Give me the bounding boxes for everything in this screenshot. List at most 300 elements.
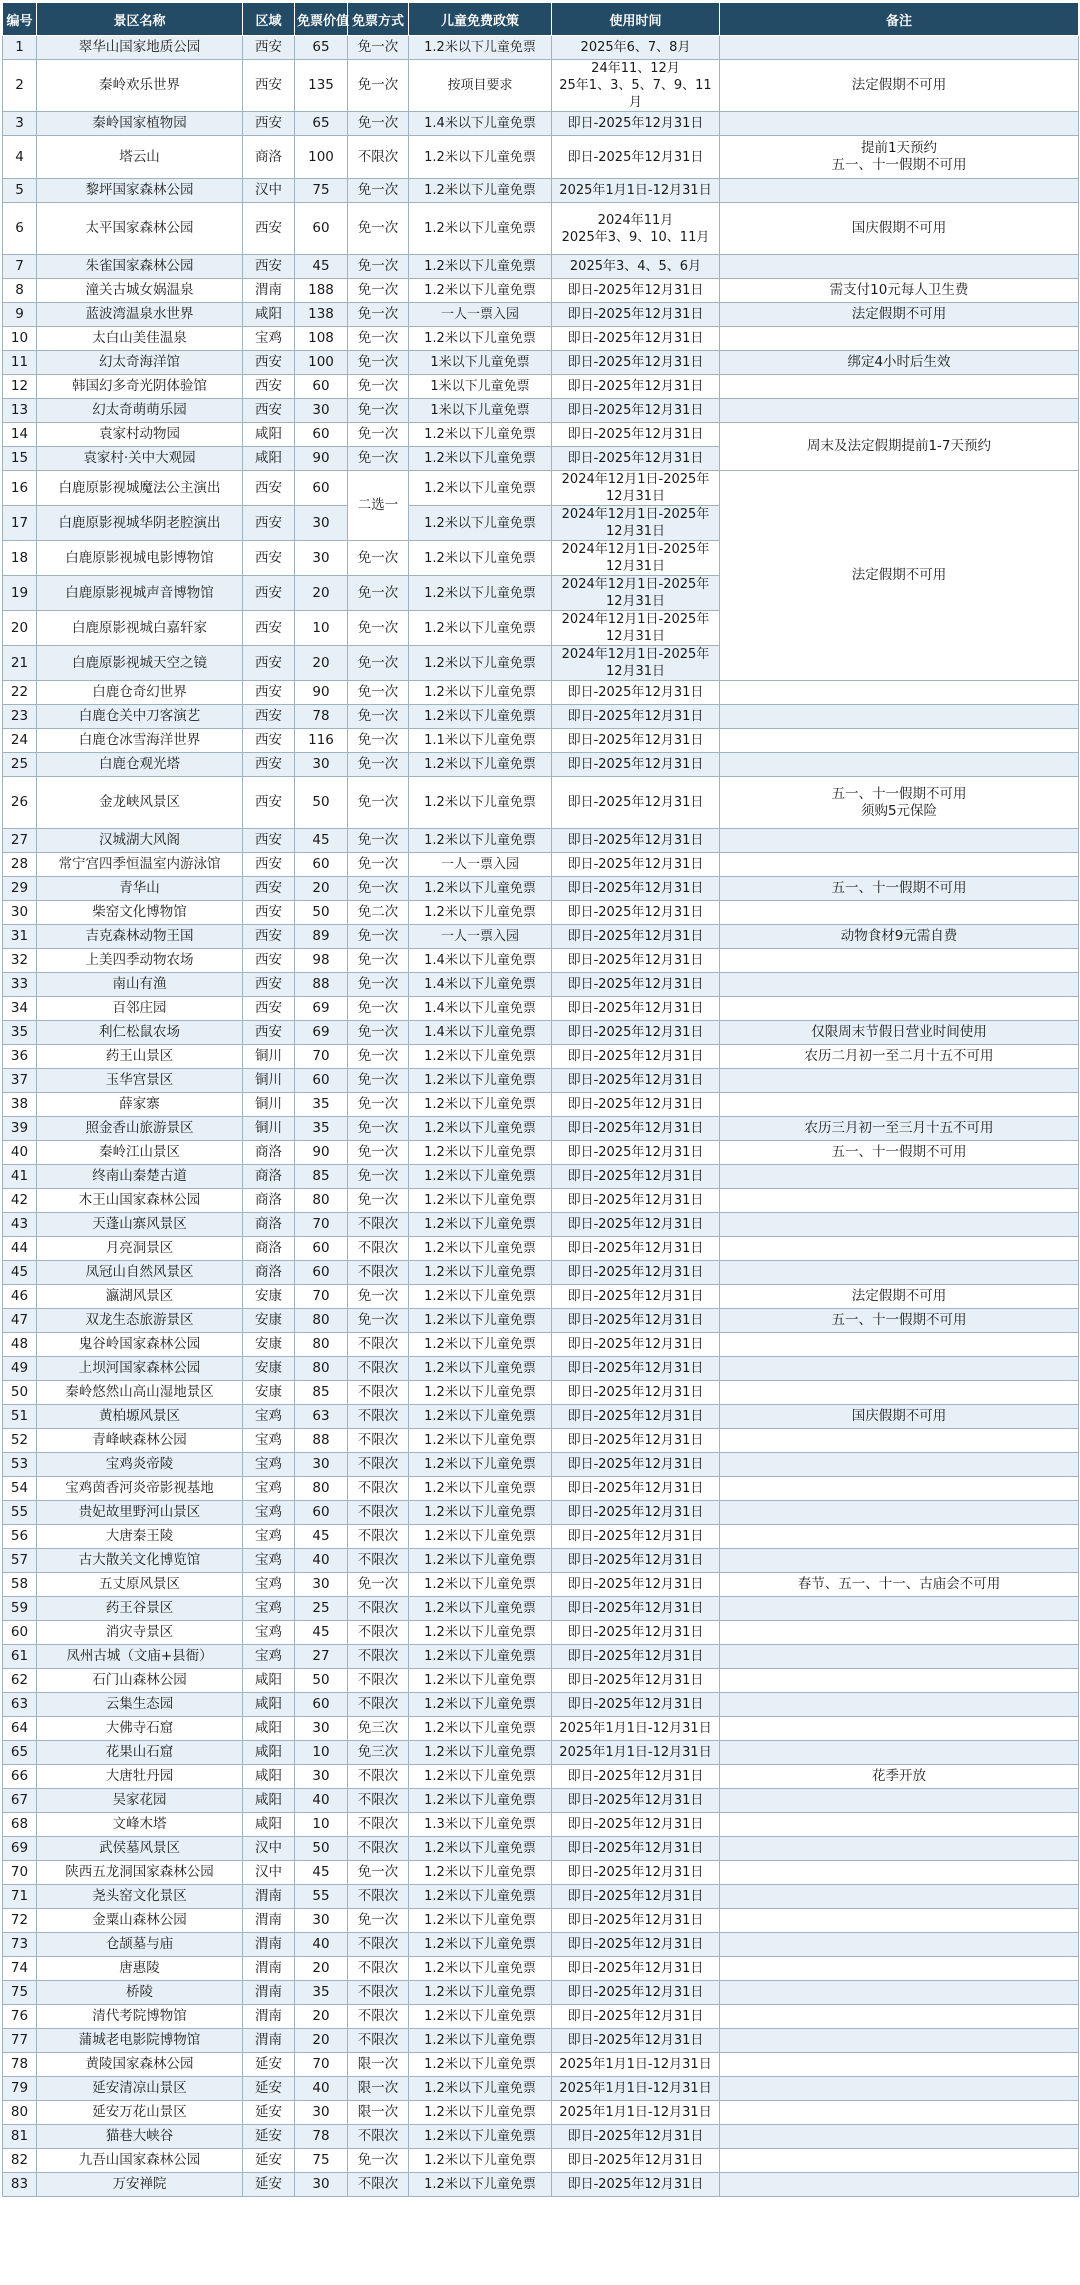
table-cell: 13 [3, 399, 37, 423]
table-cell: 宝鸡 [243, 1597, 295, 1621]
table-cell: 不限次 [348, 1429, 409, 1453]
table-cell: 67 [3, 1789, 37, 1813]
table-cell [720, 1981, 1079, 2005]
table-cell: 45 [295, 1621, 348, 1645]
table-cell: 1.2米以下儿童免票 [409, 1933, 552, 1957]
table-row [3, 1093, 1079, 1117]
table-cell: 78 [295, 2125, 348, 2149]
table-row [3, 949, 1079, 973]
table-cell: 27 [295, 1645, 348, 1669]
table-cell: 免一次 [348, 777, 409, 829]
table-cell: 1.1米以下儿童免票 [409, 729, 552, 753]
table-cell: 1.2米以下儿童免票 [409, 1669, 552, 1693]
table-cell [720, 1693, 1079, 1717]
table-cell: 渭南 [243, 2005, 295, 2029]
table-cell: 1.2米以下儿童免票 [409, 1717, 552, 1741]
table-cell: 82 [3, 2149, 37, 2173]
table-cell: 19 [3, 576, 37, 611]
table-row [3, 136, 1079, 179]
table-cell: 免一次 [348, 1189, 409, 1213]
table-cell: 即日-2025年12月31日 [552, 1045, 720, 1069]
column-header: 景区名称 [37, 3, 243, 36]
table-row [3, 471, 1079, 506]
table-row [3, 1165, 1079, 1189]
table-cell: 免一次 [348, 705, 409, 729]
table-cell [720, 1501, 1079, 1525]
table-cell: 1.2米以下儿童免票 [409, 705, 552, 729]
table-cell: 116 [295, 729, 348, 753]
table-cell: 1 [3, 36, 37, 60]
table-cell: 45 [3, 1261, 37, 1285]
table-cell: 1.2米以下儿童免票 [409, 1885, 552, 1909]
table-cell: 56 [3, 1525, 37, 1549]
table-row [3, 399, 1079, 423]
table-cell: 鬼谷岭国家森林公园 [37, 1333, 243, 1357]
table-row [3, 203, 1079, 255]
column-header: 备注 [720, 3, 1079, 36]
table-cell: 安康 [243, 1309, 295, 1333]
table-cell: 免一次 [348, 646, 409, 681]
table-cell: 不限次 [348, 2173, 409, 2197]
table-cell: 法定假期不可用 [720, 303, 1079, 327]
table-row [3, 829, 1079, 853]
table-cell: 免一次 [348, 303, 409, 327]
table-cell: 55 [295, 1885, 348, 1909]
table-cell: 白鹿仓关中刀客演艺 [37, 705, 243, 729]
table-cell: 吉克森林动物王国 [37, 925, 243, 949]
table-cell: 国庆假期不可用 [720, 203, 1079, 255]
table-cell: 不限次 [348, 1765, 409, 1789]
table-cell: 白鹿原影视城魔法公主演出 [37, 471, 243, 506]
table-cell: 72 [3, 1909, 37, 1933]
table-cell: 1.2米以下儿童免票 [409, 1189, 552, 1213]
table-cell: 即日-2025年12月31日 [552, 1957, 720, 1981]
table-cell: 五一、十一假期不可用 [720, 877, 1079, 901]
table-cell: 63 [3, 1693, 37, 1717]
table-cell [720, 1477, 1079, 1501]
table-cell [720, 829, 1079, 853]
table-cell [720, 1669, 1079, 1693]
table-cell: 即日-2025年12月31日 [552, 112, 720, 136]
table-cell: 免一次 [348, 179, 409, 203]
table-cell: 77 [3, 2029, 37, 2053]
table-row [3, 1381, 1079, 1405]
table-cell: 30 [295, 2173, 348, 2197]
table-row [3, 279, 1079, 303]
table-cell: 宝鸡 [243, 1477, 295, 1501]
table-cell [720, 2149, 1079, 2173]
table-row [3, 681, 1079, 705]
table-cell [720, 901, 1079, 925]
table-cell: 免一次 [348, 1285, 409, 1309]
table-cell: 木王山国家森林公园 [37, 1189, 243, 1213]
table-cell: 即日-2025年12月31日 [552, 1501, 720, 1525]
table-cell: 1.2米以下儿童免票 [409, 1381, 552, 1405]
table-cell: 20 [295, 2029, 348, 2053]
table-cell: 西安 [243, 351, 295, 375]
table-cell: 2024年12月1日-2025年12月31日 [552, 646, 720, 681]
table-cell [720, 997, 1079, 1021]
table-cell: 即日-2025年12月31日 [552, 1093, 720, 1117]
table-cell: 138 [295, 303, 348, 327]
merged-note: 周末及法定假期提前1-7天预约 [806, 438, 992, 454]
table-row [3, 36, 1079, 60]
table-cell: 2024年12月1日-2025年12月31日 [552, 611, 720, 646]
table-row [3, 925, 1079, 949]
table-cell: 韩国幻多奇光阴体验馆 [37, 375, 243, 399]
table-cell: 30 [295, 1453, 348, 1477]
table-cell [720, 1525, 1079, 1549]
table-cell [720, 423, 1079, 471]
table-row [3, 1813, 1079, 1837]
table-row [3, 1693, 1079, 1717]
table-cell: 瀛湖风景区 [37, 1285, 243, 1309]
table-cell: 1.2米以下儿童免票 [409, 1261, 552, 1285]
table-cell: 清代考院博物馆 [37, 2005, 243, 2029]
table-cell: 60 [295, 1261, 348, 1285]
table-row [3, 1573, 1079, 1597]
table-cell: 1.4米以下儿童免票 [409, 997, 552, 1021]
table-cell: 不限次 [348, 1501, 409, 1525]
table-cell: 不限次 [348, 1669, 409, 1693]
table-cell: 1.2米以下儿童免票 [409, 2053, 552, 2077]
table-cell: 70 [295, 2053, 348, 2077]
table-cell: 即日-2025年12月31日 [552, 973, 720, 997]
table-cell: 白鹿仓观光塔 [37, 753, 243, 777]
table-row [3, 2125, 1079, 2149]
table-row [3, 729, 1079, 753]
table-cell: 金龙峡风景区 [37, 777, 243, 829]
table-cell: 30 [295, 506, 348, 541]
table-cell: 53 [3, 1453, 37, 1477]
table-cell: 提前1天预约 五一、十一假期不可用 [720, 136, 1079, 179]
table-cell: 西安 [243, 399, 295, 423]
table-row [3, 1309, 1079, 1333]
table-cell: 免一次 [348, 729, 409, 753]
table-cell: 需支付10元每人卫生费 [720, 279, 1079, 303]
table-cell: 金粟山森林公园 [37, 1909, 243, 1933]
table-cell: 30 [295, 399, 348, 423]
table-cell: 汉城湖大风阁 [37, 829, 243, 853]
table-cell: 商洛 [243, 1261, 295, 1285]
table-cell: 80 [295, 1189, 348, 1213]
table-cell: 2025年6、7、8月 [552, 36, 720, 60]
table-cell: 西安 [243, 777, 295, 829]
table-cell: 45 [295, 829, 348, 853]
table-cell: 免一次 [348, 1309, 409, 1333]
table-row [3, 1117, 1079, 1141]
table-cell: 60 [295, 203, 348, 255]
column-header: 免票方式 [348, 3, 409, 36]
table-cell: 免一次 [348, 829, 409, 853]
table-cell: 西安 [243, 611, 295, 646]
table-cell: 免一次 [348, 1861, 409, 1885]
table-cell: 不限次 [348, 2125, 409, 2149]
table-cell: 70 [295, 1285, 348, 1309]
table-cell: 商洛 [243, 136, 295, 179]
table-cell: 76 [3, 2005, 37, 2029]
table-cell [720, 1837, 1079, 1861]
table-cell: 即日-2025年12月31日 [552, 1573, 720, 1597]
table-cell: 免一次 [348, 423, 409, 447]
table-row [3, 1741, 1079, 1765]
table-cell [720, 327, 1079, 351]
table-cell: 108 [295, 327, 348, 351]
table-cell: 唐惠陵 [37, 1957, 243, 1981]
table-cell: 57 [3, 1549, 37, 1573]
table-cell [720, 1381, 1079, 1405]
table-cell: 即日-2025年12月31日 [552, 681, 720, 705]
table-cell: 85 [295, 1165, 348, 1189]
table-cell: 78 [295, 705, 348, 729]
table-cell: 41 [3, 1165, 37, 1189]
table-cell: 塔云山 [37, 136, 243, 179]
column-header: 区域 [243, 3, 295, 36]
table-cell: 不限次 [348, 1621, 409, 1645]
table-cell: 32 [3, 949, 37, 973]
table-cell: 1米以下儿童免票 [409, 375, 552, 399]
table-cell: 国庆假期不可用 [720, 1405, 1079, 1429]
table-cell: 凤州古城（文庙+县衙） [37, 1645, 243, 1669]
table-cell: 即日-2025年12月31日 [552, 1381, 720, 1405]
table-row [3, 853, 1079, 877]
table-cell: 西安 [243, 729, 295, 753]
table-cell: 69 [3, 1837, 37, 1861]
table-cell: 1.2米以下儿童免票 [409, 1525, 552, 1549]
table-cell: 延安万花山景区 [37, 2101, 243, 2125]
table-cell: 83 [3, 2173, 37, 2197]
table-row [3, 1837, 1079, 1861]
table-cell: 1.2米以下儿童免票 [409, 877, 552, 901]
table-cell: 24年11、12月 25年1、3、5、7、9、11月 [552, 60, 720, 112]
table-cell: 法定假期不可用 [720, 1285, 1079, 1309]
table-cell [720, 1093, 1079, 1117]
table-cell: 即日-2025年12月31日 [552, 1549, 720, 1573]
table-cell: 绑定4小时后生效 [720, 351, 1079, 375]
table-cell: 不限次 [348, 1957, 409, 1981]
table-cell: 1.4米以下儿童免票 [409, 112, 552, 136]
table-cell: 宝鸡 [243, 1453, 295, 1477]
table-cell: 不限次 [348, 1405, 409, 1429]
table-cell [720, 2101, 1079, 2125]
table-row [3, 1477, 1079, 1501]
table-cell: 白鹿原影视城华阴老腔演出 [37, 506, 243, 541]
table-cell: 5 [3, 179, 37, 203]
table-cell: 咸阳 [243, 1741, 295, 1765]
table-cell: 薛家寨 [37, 1093, 243, 1117]
table-cell: 免一次 [348, 399, 409, 423]
table-cell: 1.2米以下儿童免票 [409, 2029, 552, 2053]
table-cell: 即日-2025年12月31日 [552, 1645, 720, 1669]
table-cell: 50 [3, 1381, 37, 1405]
table-cell: 免一次 [348, 1573, 409, 1597]
table-cell: 1.2米以下儿童免票 [409, 777, 552, 829]
table-cell: 大唐牡丹园 [37, 1765, 243, 1789]
table-cell: 一人一票入园 [409, 303, 552, 327]
table-row [3, 2029, 1079, 2053]
table-cell: 1.2米以下儿童免票 [409, 1501, 552, 1525]
table-cell: 春节、五一、十一、古庙会不可用 [720, 1573, 1079, 1597]
table-cell: 1.2米以下儿童免票 [409, 1909, 552, 1933]
table-cell: 2024年11月 2025年3、9、10、11月 [552, 203, 720, 255]
table-cell [720, 1069, 1079, 1093]
table-cell: 不限次 [348, 1549, 409, 1573]
table-cell: 免一次 [348, 925, 409, 949]
table-row [3, 2101, 1079, 2125]
table-cell: 1.2米以下儿童免票 [409, 611, 552, 646]
column-header: 使用时间 [552, 3, 720, 36]
table-cell: 58 [3, 1573, 37, 1597]
table-cell: 即日-2025年12月31日 [552, 1069, 720, 1093]
table-cell: 即日-2025年12月31日 [552, 1141, 720, 1165]
table-cell: 免一次 [348, 1069, 409, 1093]
table-cell: 汉中 [243, 1837, 295, 1861]
table-cell: 24 [3, 729, 37, 753]
table-cell: 免三次 [348, 1717, 409, 1741]
table-row [3, 2005, 1079, 2029]
table-cell: 50 [295, 777, 348, 829]
table-cell: 宝鸡 [243, 1501, 295, 1525]
table-cell: 一人一票入园 [409, 925, 552, 949]
table-cell [720, 1861, 1079, 1885]
table-cell: 即日-2025年12月31日 [552, 1117, 720, 1141]
table-cell: 即日-2025年12月31日 [552, 1885, 720, 1909]
table-cell: 1.2米以下儿童免票 [409, 901, 552, 925]
table-cell: 免一次 [348, 1141, 409, 1165]
table-cell: 西安 [243, 471, 295, 506]
table-cell: 常宁宫四季恒温室内游泳馆 [37, 853, 243, 877]
table-cell: 蒲城老电影院博物馆 [37, 2029, 243, 2053]
table-cell: 渭南 [243, 1885, 295, 1909]
table-row [3, 901, 1079, 925]
table-row [3, 179, 1079, 203]
table-cell: 78 [3, 2053, 37, 2077]
table-cell: 80 [295, 1333, 348, 1357]
table-cell: 35 [3, 1021, 37, 1045]
table-cell: 1.2米以下儿童免票 [409, 1405, 552, 1429]
table-cell: 即日-2025年12月31日 [552, 1429, 720, 1453]
table-cell: 五一、十一假期不可用 [720, 1309, 1079, 1333]
table-cell: 西安 [243, 36, 295, 60]
table-cell: 30 [295, 753, 348, 777]
table-cell: 白鹿原影视城天空之镜 [37, 646, 243, 681]
table-cell: 66 [3, 1765, 37, 1789]
table-cell [720, 1357, 1079, 1381]
table-cell: 不限次 [348, 1477, 409, 1501]
table-cell: 吴家花园 [37, 1789, 243, 1813]
table-cell: 40 [295, 2077, 348, 2101]
table-cell: 铜川 [243, 1093, 295, 1117]
table-cell: 免三次 [348, 1741, 409, 1765]
table-cell: 52 [3, 1429, 37, 1453]
table-cell: 不限次 [348, 1933, 409, 1957]
table-cell: 即日-2025年12月31日 [552, 777, 720, 829]
table-cell: 即日-2025年12月31日 [552, 279, 720, 303]
table-cell: 4 [3, 136, 37, 179]
table-cell: 云集生态园 [37, 1693, 243, 1717]
table-cell: 白鹿原影视城电影博物馆 [37, 541, 243, 576]
table-cell: 2025年1月1日-12月31日 [552, 2053, 720, 2077]
table-cell: 1.2米以下儿童免票 [409, 1285, 552, 1309]
table-cell: 天蓬山寨风景区 [37, 1213, 243, 1237]
table-row [3, 1069, 1079, 1093]
table-cell: 即日-2025年12月31日 [552, 2029, 720, 2053]
table-row [3, 877, 1079, 901]
table-cell: 即日-2025年12月31日 [552, 1837, 720, 1861]
table-row [3, 753, 1079, 777]
table-cell: 武侯墓风景区 [37, 1837, 243, 1861]
table-cell: 20 [295, 576, 348, 611]
table-cell: 70 [3, 1861, 37, 1885]
table-cell: 黄柏塬风景区 [37, 1405, 243, 1429]
table-row [3, 1885, 1079, 1909]
table-cell: 免一次 [348, 375, 409, 399]
table-row [3, 1213, 1079, 1237]
table-cell: 免一次 [348, 447, 409, 471]
table-cell: 26 [3, 777, 37, 829]
table-cell: 23 [3, 705, 37, 729]
table-cell: 不限次 [348, 1981, 409, 2005]
table-cell: 渭南 [243, 1981, 295, 2005]
table-cell: 猫巷大峡谷 [37, 2125, 243, 2149]
table-cell: 宝鸡 [243, 1525, 295, 1549]
table-cell: 50 [295, 901, 348, 925]
table-cell: 81 [3, 2125, 37, 2149]
table-cell: 商洛 [243, 1237, 295, 1261]
table-cell: 1.2米以下儿童免票 [409, 1981, 552, 2005]
table-cell: 免一次 [348, 753, 409, 777]
table-cell: 玉华宫景区 [37, 1069, 243, 1093]
table-cell: 即日-2025年12月31日 [552, 877, 720, 901]
table-cell: 不限次 [348, 1837, 409, 1861]
table-cell: 1.2米以下儿童免票 [409, 1117, 552, 1141]
table-cell [720, 1237, 1079, 1261]
table-cell: 西安 [243, 112, 295, 136]
table-header [3, 3, 1079, 36]
table-cell: 花果山石窟 [37, 1741, 243, 1765]
table-cell: 33 [3, 973, 37, 997]
table-cell: 69 [295, 1021, 348, 1045]
table-cell: 即日-2025年12月31日 [552, 2005, 720, 2029]
table-cell: 54 [3, 1477, 37, 1501]
table-cell [720, 1789, 1079, 1813]
table-cell: 文峰木塔 [37, 1813, 243, 1837]
table-cell: 免一次 [348, 611, 409, 646]
table-cell: 潼关古城女娲温泉 [37, 279, 243, 303]
table-cell: 蓝波湾温泉水世界 [37, 303, 243, 327]
table-cell [720, 471, 1079, 681]
table-cell: 即日-2025年12月31日 [552, 1189, 720, 1213]
table-cell: 双龙生态旅游景区 [37, 1309, 243, 1333]
table-cell: 免一次 [348, 1045, 409, 1069]
table-cell: 即日-2025年12月31日 [552, 136, 720, 179]
table-cell: 西安 [243, 506, 295, 541]
table-row [3, 2077, 1079, 2101]
table-cell: 商洛 [243, 1141, 295, 1165]
table-cell: 西安 [243, 1021, 295, 1045]
table-cell: 限一次 [348, 2077, 409, 2101]
table-cell: 37 [3, 1069, 37, 1093]
table-cell [720, 949, 1079, 973]
table-cell: 袁家村·关中大观园 [37, 447, 243, 471]
table-cell: 宝鸡 [243, 1549, 295, 1573]
table-cell: 22 [3, 681, 37, 705]
table-cell: 38 [3, 1093, 37, 1117]
table-cell: 免一次 [348, 949, 409, 973]
table-row [3, 705, 1079, 729]
table-cell: 宝鸡茵香河炎帝影视基地 [37, 1477, 243, 1501]
table-cell: 咸阳 [243, 1765, 295, 1789]
